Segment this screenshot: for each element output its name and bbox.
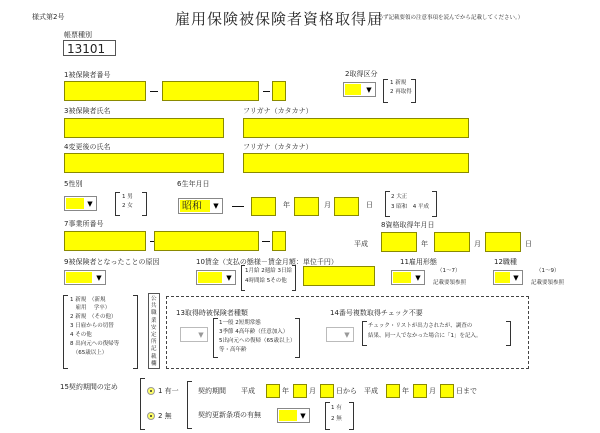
era-opt-1: 2 大正 [391,194,408,200]
employment-label: 11雇用形態 [400,258,437,266]
cause-opt-3: 2 新規 （その他） [70,314,117,320]
bracket [362,321,367,346]
bracket [325,402,330,430]
bracket [187,381,192,429]
ins-type-opt-4: 等・高年齢 [219,347,247,353]
acq-date-label: 8資格取得年月日 [381,221,435,229]
acq-year-field[interactable] [381,232,417,252]
heisei2-label: 平成 [241,387,255,395]
m2-label: 月 [429,387,436,395]
separator [150,91,158,92]
end-day-field[interactable] [440,384,454,398]
furigana-field[interactable] [243,118,469,138]
renewal-opt-1: 1 有 [331,405,342,411]
office-use-label-box [148,293,160,369]
chevron-down-icon: ▼ [213,202,219,210]
office-no-part2[interactable] [154,231,259,251]
contract-label: 15契約期間の定め [60,383,118,391]
dup-check-label: 14番号複数取得チェック不要 [330,309,423,317]
chevron-down-icon: ▼ [226,274,232,282]
changed-name-label: 4変更後の氏名 [64,143,111,151]
wage-opt-2: 4時間給 5その他 [245,278,287,284]
renewal-label: 契約更新条項の有無 [198,411,261,419]
separator [262,241,270,242]
cause-opt-6: 8 出向元への復帰等 [70,341,120,347]
m1-label: 月 [309,387,316,395]
chevron-down-icon: ▼ [366,86,372,94]
wage-opt-1: 1月給 2週給 3日給 [245,268,292,274]
chevron-down-icon: ▼ [96,274,102,282]
chevron-down-icon: ▼ [87,200,93,208]
chevron-down-icon: ▼ [415,274,421,282]
acq-class-label: 2取得区分 [345,70,378,78]
bracket [115,192,120,216]
contract-no-radio[interactable] [147,412,155,420]
name-field[interactable] [64,118,224,138]
dob-year-field[interactable] [251,197,276,216]
chevron-down-icon: ▼ [344,331,350,339]
end-month-field[interactable] [413,384,427,398]
era-opt-2: 3 昭和 4 平成 [391,204,429,210]
name-label: 3被保険者氏名 [64,107,111,115]
dob-label: 6生年月日 [177,180,210,188]
d2-label: 日まで [456,387,477,395]
separator [263,91,270,92]
heisei-label: 平成 [354,240,368,248]
occupation-range: （1～9） [536,268,560,274]
era-select[interactable] [178,198,223,214]
contract-yes-label: 1 有一 [158,387,179,395]
instructions-note: （必ず記載要領の注意事項を読んでから記載してください。） [372,15,524,21]
sex-select[interactable] [64,196,97,211]
chevron-down-icon: ▼ [198,331,204,339]
bracket [142,192,147,216]
dob-day-field[interactable] [334,197,359,216]
wage-type-select[interactable] [196,270,236,285]
bracket [432,191,437,217]
office-no-label: 7事業所番号 [64,220,104,228]
bracket [133,295,138,369]
form-number: 様式第2号 [32,13,65,21]
day-label: 日 [366,201,373,209]
employment-range: （1～7） [437,268,461,274]
insured-no-part1[interactable] [64,81,146,101]
occupation-label: 12職種 [494,258,517,266]
office-no-part1[interactable] [64,231,146,251]
heisei3-label: 平成 [364,387,378,395]
bracket [411,79,416,103]
wage-label: 10賃金（支払の態様－賃金月額：単位千円） [196,258,338,266]
office-use-label: 公 共 職 業 安 定 所 記 載 欄 [151,296,157,367]
start-month-field[interactable] [293,384,307,398]
form-type-field: 13101 [63,40,116,56]
ins-type-opt-3: 5出向元への復帰（65歳以上） [219,338,296,344]
acq-month-field[interactable] [434,232,470,252]
bracket [292,265,296,291]
insured-no-part2[interactable] [162,81,259,101]
chevron-down-icon: ▼ [300,412,306,420]
ins-type-opt-2: 3季節 4高年齢（任意加入） [219,329,289,335]
contract-yes-radio[interactable] [147,387,155,395]
sex-label: 5性別 [64,180,83,188]
employment-ref: 記載要領参照 [433,280,467,286]
employment-select[interactable] [391,270,425,285]
renewal-opt-2: 2 無 [331,416,342,422]
cause-opt-1: 1 新規 （新規 [70,297,106,303]
bracket [63,295,68,369]
bracket [385,191,390,217]
renewal-select[interactable] [277,408,310,423]
start-day-field[interactable] [320,384,334,398]
start-year-field[interactable] [266,384,280,398]
office-no-check[interactable] [272,231,286,251]
furigana-label: フリガナ（カタカナ） [243,107,313,115]
occupation-select[interactable] [493,270,523,285]
insured-no-check[interactable] [272,81,286,101]
form-title: 雇用保険被保険者資格取得届 [175,10,384,28]
d1-label: 日から [336,387,357,395]
cause-opt-7: （65歳以上） [70,350,108,356]
dup-check-select[interactable] [326,327,354,342]
acq-day-field[interactable] [485,232,521,252]
changed-name-field[interactable] [64,153,224,173]
y2-label: 年 [402,387,409,395]
sex-opt-1: 1 男 [122,194,133,200]
furigana2-field[interactable] [243,153,469,173]
form-type-label: 帳票種別 [64,31,92,39]
dup-note-2: 結果、同一人でなかった場合に「1」を記入。 [368,333,482,339]
chevron-down-icon: ▼ [513,274,519,282]
dob-month-field[interactable] [294,197,319,216]
bracket [140,378,145,430]
day2-label: 日 [525,240,532,248]
ins-type-label: 13取得時被保険者種類 [176,309,248,317]
period-label: 契約期間 [198,387,226,395]
dup-note-1: チェック・リストが出力されたが、調査の [368,323,473,329]
cause-label: 9被保険者となったことの原因 [64,258,160,266]
end-year-field[interactable] [386,384,400,398]
acq-class-select[interactable] [343,82,376,97]
ins-type-select[interactable] [180,327,208,342]
contract-no-label: 2 無 [158,412,172,420]
y1-label: 年 [282,387,289,395]
cause-opt-2: 雇用 学卒） [70,305,111,311]
separator [232,206,244,207]
cause-opt-5: 4 その他 [70,332,92,338]
insured-no-label: 1被保険者番号 [64,71,111,79]
bracket [213,318,218,358]
year-label: 年 [283,201,290,209]
wage-amount-field[interactable] [303,266,375,286]
furigana2-label: フリガナ（カタカナ） [243,143,313,151]
ins-type-opt-1: 1一般 2短期常態 [219,320,261,326]
bracket [506,321,511,346]
year2-label: 年 [421,240,428,248]
cause-opt-4: 3 日雇からの切替 [70,323,114,329]
occupation-ref: 記載要領参照 [531,280,565,286]
month-label: 月 [324,201,331,209]
bracket [295,318,300,358]
era-value: 昭和 [180,200,210,212]
cause-select[interactable] [64,270,106,285]
sex-opt-2: 2 女 [122,203,133,209]
bracket [349,402,354,430]
month2-label: 月 [474,240,481,248]
bracket [383,79,388,103]
acq-opt-2: 2 再取得 [390,89,412,95]
acq-opt-1: 1 新規 [390,80,407,86]
